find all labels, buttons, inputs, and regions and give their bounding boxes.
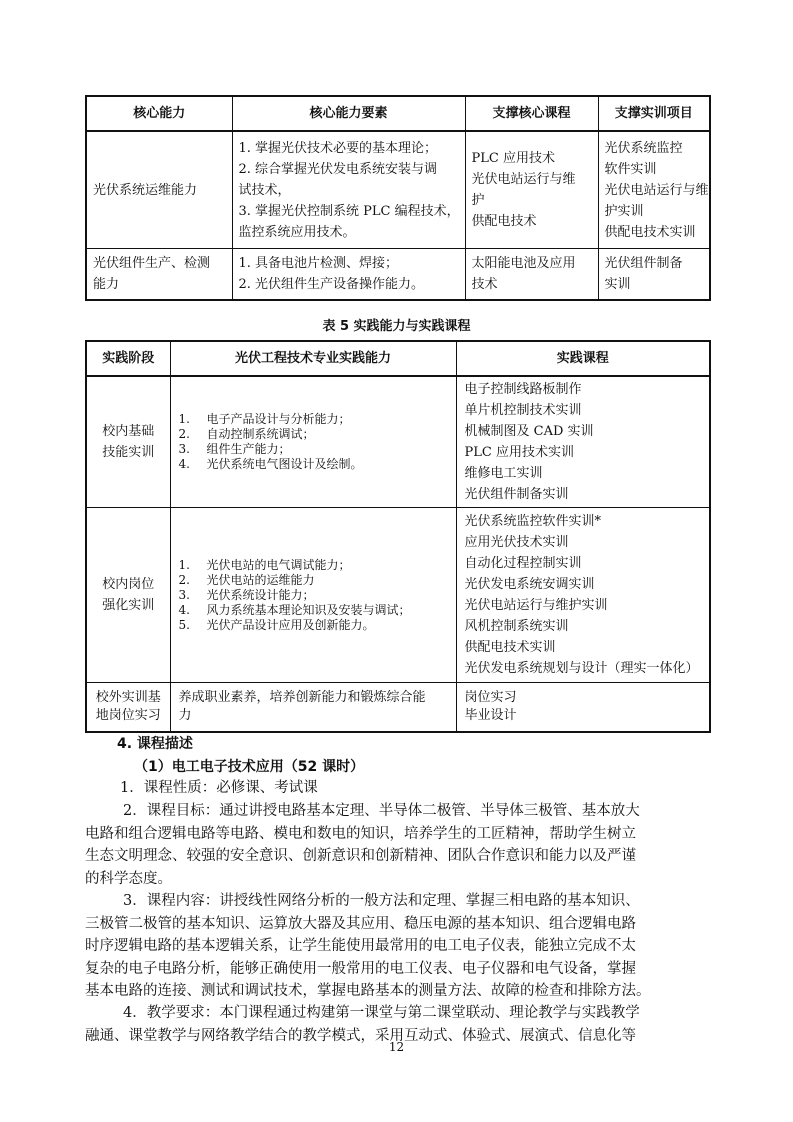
header-cell: 光伏工程技术专业实践能力 xyxy=(170,341,456,376)
course-line: 供配电技术实训 xyxy=(464,640,556,655)
paragraph xyxy=(85,890,709,1003)
element-line: 监控系统应用技术。 xyxy=(238,224,356,240)
project-line: 实训 xyxy=(604,277,631,292)
project-line: 光伏电站运行与维 xyxy=(604,182,709,198)
course-line: 光伏系统监控软件实训* xyxy=(464,514,602,529)
element-line: 3. 掌握光伏控制系统 PLC 编程技术， xyxy=(238,203,460,219)
paragraph-line: 2．课程目标：通过讲授电路基本定理、半导体二极管、半导体三极管、基本放大 xyxy=(123,803,640,819)
item-text: 光伏系统设计能力； xyxy=(206,587,315,602)
list-item xyxy=(179,427,450,442)
paragraph xyxy=(120,777,744,800)
core-ability-cell xyxy=(86,249,232,301)
element-line: 2. 综合掌握光伏发电系统安装与调 xyxy=(238,161,438,177)
course-line: 毕业设计 xyxy=(464,708,517,723)
item-number: 2. xyxy=(178,427,190,441)
courses-cell xyxy=(456,508,710,683)
list-item xyxy=(179,618,450,633)
elements-cell xyxy=(232,131,465,249)
list-item xyxy=(179,603,450,618)
section-heading: 4. 课程描述 xyxy=(117,736,193,752)
core-ability-cell: 光伏系统运维能力 xyxy=(86,131,232,249)
stage-line: 校内岗位 xyxy=(102,577,155,592)
item-text: 光伏产品设计应用及创新能力。 xyxy=(206,617,375,632)
courses-cell xyxy=(465,131,598,249)
item-text: 光伏电站的运维能力 xyxy=(206,572,315,587)
element-line: 2. 光伏组件生产设备操作能力。 xyxy=(238,277,425,292)
list-item xyxy=(179,558,450,573)
page-number: 12 xyxy=(388,1040,405,1054)
project-line: 供配电技术实训 xyxy=(604,224,696,240)
paragraph-line: 复杂的电子电路分析，能够正确使用一般常用的电工仪表、电子仪器和电气设备，掌握 xyxy=(85,960,636,977)
list-item xyxy=(179,588,450,603)
header-cell: 核心能力 xyxy=(86,96,232,131)
course-line: 光伏发电系统规划与设计（理实一体化） xyxy=(464,661,699,676)
element-line: 1. 具备电池片检测、焊接； xyxy=(238,256,399,271)
stage-cell xyxy=(86,508,170,683)
item-number: 1. xyxy=(178,412,190,426)
ability-list xyxy=(179,412,450,472)
course-line: PLC 应用技术实训 xyxy=(464,445,574,460)
ability-line: 光伏组件生产、检测 xyxy=(93,256,211,271)
paragraph-line: 电路和组合逻辑电路等电路、模电和数电的知识，培养学生的工匠精神，帮助学生树立 xyxy=(85,825,636,842)
table-header-row xyxy=(86,341,710,376)
item-text: 光伏系统电气图设计及绘制。 xyxy=(206,457,363,471)
table-caption: 表 5 实践能力与实践课程 xyxy=(322,319,471,334)
table-header-row xyxy=(86,96,710,131)
course-line: 单片机控制技术实训 xyxy=(464,403,582,418)
abilities-cell xyxy=(170,376,456,508)
stage-line: 校内基础 xyxy=(102,424,155,439)
projects-cell xyxy=(598,131,710,249)
item-number: 3. xyxy=(178,587,190,602)
list-item xyxy=(179,573,450,588)
course-line: 岗位实习 xyxy=(464,690,517,705)
table-row xyxy=(86,683,710,733)
paragraph-line: 3．课程内容：讲授线性网络分析的一般方法和定理、掌握三相电路的基本知识、 xyxy=(123,893,640,909)
practice-ability-table xyxy=(85,340,711,733)
projects-cell xyxy=(598,249,710,301)
ability-line: 能力 xyxy=(93,277,120,292)
item-text: 组件生产能力； xyxy=(206,442,291,456)
list-item xyxy=(179,412,450,427)
courses-cell xyxy=(456,376,710,508)
list-item xyxy=(179,442,450,457)
stage-line: 地岗位实习 xyxy=(95,708,161,723)
course-line: 光伏电站运行与维护实训 xyxy=(464,598,608,613)
ability-line: 力 xyxy=(178,708,192,723)
item-text: 电子产品设计与分析能力； xyxy=(206,412,351,426)
item-text: 风力系统基本理论知识及安装与调试； xyxy=(206,602,411,617)
course-line: 自动化过程控制实训 xyxy=(464,556,582,571)
project-line: 光伏组件制备 xyxy=(604,256,683,271)
paragraph-line: 1．课程性质：必修课、考试课 xyxy=(120,780,318,796)
header-cell: 支撑核心课程 xyxy=(465,96,598,131)
item-number: 5. xyxy=(178,617,190,632)
paragraph-line: 生态文明理念、较强的安全意识、创新意识和创新精神、团队合作意识和能力以及严谨 xyxy=(85,848,636,864)
paragraph xyxy=(85,800,709,890)
paragraph-line: 基本电路的连接、测试和调试技术，掌握电路基本的测量方法、故障的检查和排除方法。 xyxy=(85,983,651,999)
project-line: 软件实训 xyxy=(604,161,657,177)
header-cell: 实践课程 xyxy=(456,341,710,376)
paragraph-line: 三极管二极管的基本知识、运算放大器及其应用、稳压电源的基本知识、组合逻辑电路 xyxy=(85,915,636,932)
item-text: 光伏电站的电气调试能力； xyxy=(206,557,351,572)
elements-cell xyxy=(232,249,465,301)
core-ability-table xyxy=(85,95,711,301)
paragraph-line: 融通、课堂教学与网络教学结合的教学模式，采用互动式、体验式、展演式、信息化等 xyxy=(85,1027,636,1044)
paragraph-line: 的科学态度。 xyxy=(85,870,172,887)
ability-list xyxy=(179,558,450,633)
item-number: 4. xyxy=(178,457,190,471)
item-number: 3. xyxy=(178,442,190,456)
course-line: 供配电技术 xyxy=(471,214,537,229)
table-row xyxy=(86,249,710,301)
project-line: 光伏系统监控 xyxy=(604,140,683,156)
ability-line: 养成职业素养，培养创新能力和锻炼综合能 xyxy=(178,690,426,705)
project-line: 护实训 xyxy=(604,203,644,219)
stage-cell xyxy=(86,683,170,733)
course-line: 光伏组件制备实训 xyxy=(464,487,569,502)
table-row xyxy=(86,508,710,683)
item-number: 4. xyxy=(178,602,190,617)
course-line: 机械制图及 CAD 实训 xyxy=(464,424,594,439)
paragraph-line: 时序逻辑电路的基本逻辑关系，让学生能使用最常用的电工电子仪表，能独立完成不太 xyxy=(85,938,636,954)
course-line: 太阳能电池及应用 xyxy=(471,256,576,271)
courses-cell xyxy=(465,249,598,301)
header-cell: 实践阶段 xyxy=(86,341,170,376)
course-line: 维修电工实训 xyxy=(464,466,543,481)
element-line: 1. 掌握光伏技术必要的基本理论； xyxy=(238,140,438,156)
course-line: 光伏发电系统安调实训 xyxy=(464,577,595,592)
header-cell: 支撑实训项目 xyxy=(598,96,710,131)
course-title: （1）电工电子技术应用（52 课时） xyxy=(134,759,365,775)
stage-line: 校外实训基 xyxy=(95,690,161,705)
item-number: 1. xyxy=(178,557,190,572)
course-line: PLC 应用技术 xyxy=(471,151,555,166)
element-line: 试技术， xyxy=(238,182,291,198)
course-line: 风机控制系统实训 xyxy=(464,619,569,634)
abilities-cell xyxy=(170,683,456,733)
table-row xyxy=(86,376,710,508)
table-row xyxy=(86,131,710,249)
stage-line: 强化实训 xyxy=(102,598,155,613)
abilities-cell xyxy=(170,508,456,683)
header-cell: 核心能力要素 xyxy=(232,96,465,131)
course-line: 光伏电站运行与维 xyxy=(471,172,576,187)
courses-cell xyxy=(456,683,710,733)
stage-cell xyxy=(86,376,170,508)
stage-line: 技能实训 xyxy=(102,445,155,460)
course-line: 技术 xyxy=(471,277,498,292)
course-line: 护 xyxy=(471,193,485,208)
list-item xyxy=(179,457,450,472)
course-line: 应用光伏技术实训 xyxy=(464,535,569,550)
course-line: 电子控制线路板制作 xyxy=(464,382,582,397)
item-text: 自动控制系统调试； xyxy=(206,427,315,441)
item-number: 2. xyxy=(178,572,190,587)
paragraph-line: 4．教学要求：本门课程通过构建第一课堂与第二课堂联动、理论教学与实践教学 xyxy=(123,1005,640,1021)
